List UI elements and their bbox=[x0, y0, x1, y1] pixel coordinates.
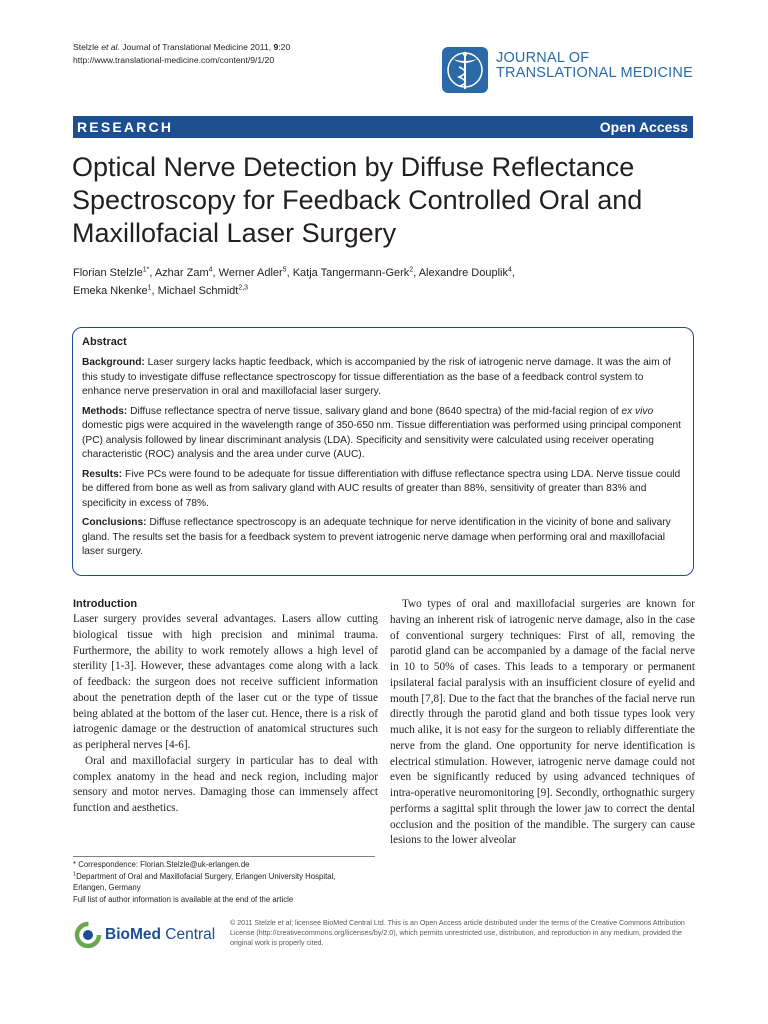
abstract-box bbox=[72, 327, 694, 576]
article-title: Optical Nerve Detection by Diffuse Reflectance Spectroscopy for Feedback Controlled Oral and Maxillofacial Laser Surgery bbox=[72, 152, 643, 248]
author: Werner Adler$^5$, bbox=[218, 266, 293, 279]
footnotes bbox=[73, 859, 378, 905]
citation-line1: Stelzle et al. Journal of Translational Medicine 2011, 9:20 bbox=[73, 42, 291, 52]
license-text: © 2011 Stelzle et al; licensee BioMed Central Ltd. This is an Open Access article distributed under the terms of the Creative Commons Attribution License (http://creativecommons.org/licenses/by/2.0), which permits unrestricted use, distribution, and reproduction in any medium, provided the original work is properly cited. bbox=[230, 919, 685, 947]
author-info-note: Full list of author information is available at the end of the article bbox=[73, 894, 294, 904]
body-paragraph: Oral and maxillofacial surgery in particular has to deal with complex anatomy in the head and neck region, including major sensory and motor nerves. Damaging those can immensely affect function and aesthetics. bbox=[73, 754, 378, 814]
author: Michael Schmidt$^{2,3}$ bbox=[157, 284, 249, 297]
article-url[interactable]: http://www.translational-medicine.com/content/9/1/20 bbox=[73, 55, 275, 65]
biomed-central-logo bbox=[73, 920, 223, 950]
section-bar bbox=[73, 116, 693, 138]
open-access-badge: Open Access bbox=[599, 119, 688, 135]
abstract-background: Background: Laser surgery lacks haptic feedback, which is accompanied by the risk of iatrogenic nerve damage. It was the aim of this study to investigate diffuse reflectance spectroscopy for tissue differentiation as the base of a feedback control system to enhance nerve preservation in oral and maxillofacial laser surgery. bbox=[82, 357, 671, 397]
author: Alexandre Douplik$^4$, bbox=[418, 266, 515, 279]
footnote-divider bbox=[73, 856, 375, 857]
citation-header bbox=[73, 41, 290, 67]
body-column-right bbox=[390, 597, 695, 849]
author: Emeka Nkenke$^1$, bbox=[73, 284, 158, 297]
abstract-results: Results: Five PCs were found to be adequate for tissue differentiation with diffuse reflectance spectra using LDA. Nerve tissue could be differed from bone as well as from salivary gland with AUC results of greater than 88%, sensitivity of greater than 83% and specificity in excess of 78%. bbox=[82, 468, 681, 509]
journal-name: JOURNAL OF TRANSLATIONAL MEDICINE bbox=[496, 50, 693, 81]
body-column-left bbox=[73, 597, 378, 817]
correspondence-note: * Correspondence: Florian.Stelzle@uk-erlangen.de bbox=[73, 860, 250, 869]
author: Katja Tangermann-Gerk$^2$, bbox=[292, 266, 419, 279]
abstract-methods: Methods: Diffuse reflectance spectra of nerve tissue, salivary gland and bone (8640 spectra) of the mid-facial region of ex vivo domestic pigs were acquired in the wavelength range of 350-650 nm. Tissue differentiation was performed using principal component (PC) analysis followed by linear discriminant analysis (LDA). Specificity and sensitivity were calculated using receiver operating characteristic (ROC) analysis and the area under curve (AUC). bbox=[82, 405, 681, 460]
author: Azhar Zam$^4$, bbox=[154, 266, 219, 279]
introduction-heading: Introduction bbox=[73, 598, 138, 610]
article-type-label: RESEARCH bbox=[77, 119, 174, 135]
body-paragraph: Laser surgery provides several advantages. Lasers allow cutting biological tissue with high precision and minimal trauma. Furthermore, the ability to work remotely allows a high level of sterility [1-3]. However, these advantages come along with a lack of feedback: the surgeon does not receive sufficient information about the penetration depth of the laser cut or the type of tissue being ablated at the bottom of the laser cut. Hence, there is a risk of iatrogenic damage or the destruction of anatomical structures such as peripheral nerves [4-6]. bbox=[73, 613, 378, 751]
affiliation-note-cont: Erlangen, Germany bbox=[73, 883, 141, 892]
abstract-title: Abstract bbox=[82, 336, 127, 348]
author-list bbox=[73, 264, 693, 300]
journal-logo bbox=[440, 45, 700, 95]
author: Florian Stelzle$^{1*}$, bbox=[73, 266, 155, 279]
caduceus-icon bbox=[440, 45, 490, 95]
biomed-central-emblem-icon bbox=[73, 920, 103, 950]
body-paragraph: Two types of oral and maxillofacial surgeries are known for having an inherent risk of iatrogenic nerve damage, also in the case of conventional surgery techniques: First of all, removing the parotid gland can be accompanied by a damage of the facial nerve in 10 to 50% of cases. This leads to a temporary or permanent ipsilateral facial paralysis with an insufficient closure of eyelid and mouth [7,8]. Due to the fact that the branches of the facial nerve run directly through the parotid gland and both tissue types look very much alike, it is not easy for the surgeon to reliably differentiate the nerve from the gland. One opportunity for nerve identification is electrical stimulation. However, iatrogenic nerve damage could not even be significantly reduced by using advanced techniques of intra-operative neuromonitoring [9]. Secondly, orthognathic surgery performs a sagittal split through the lower jaw to correct the dental occlusion and the position of the mandible. The surgery can cause lesions to the lower alveolar bbox=[390, 598, 695, 847]
affiliation-note: $^1$Department of Oral and Maxillofacial Surgery, Erlangen University Hospital, bbox=[73, 870, 336, 881]
abstract-conclusions: Conclusions: Diffuse reflectance spectroscopy is an adequate technique for nerve identification in the vicinity of bone and salivary gland. The results set the basis for a feedback system to prevent iatrogenic nerve damage when performing oral and maxillofacial laser surgery. bbox=[82, 517, 671, 557]
biomed-central-wordmark: BioMed Central bbox=[105, 926, 216, 943]
